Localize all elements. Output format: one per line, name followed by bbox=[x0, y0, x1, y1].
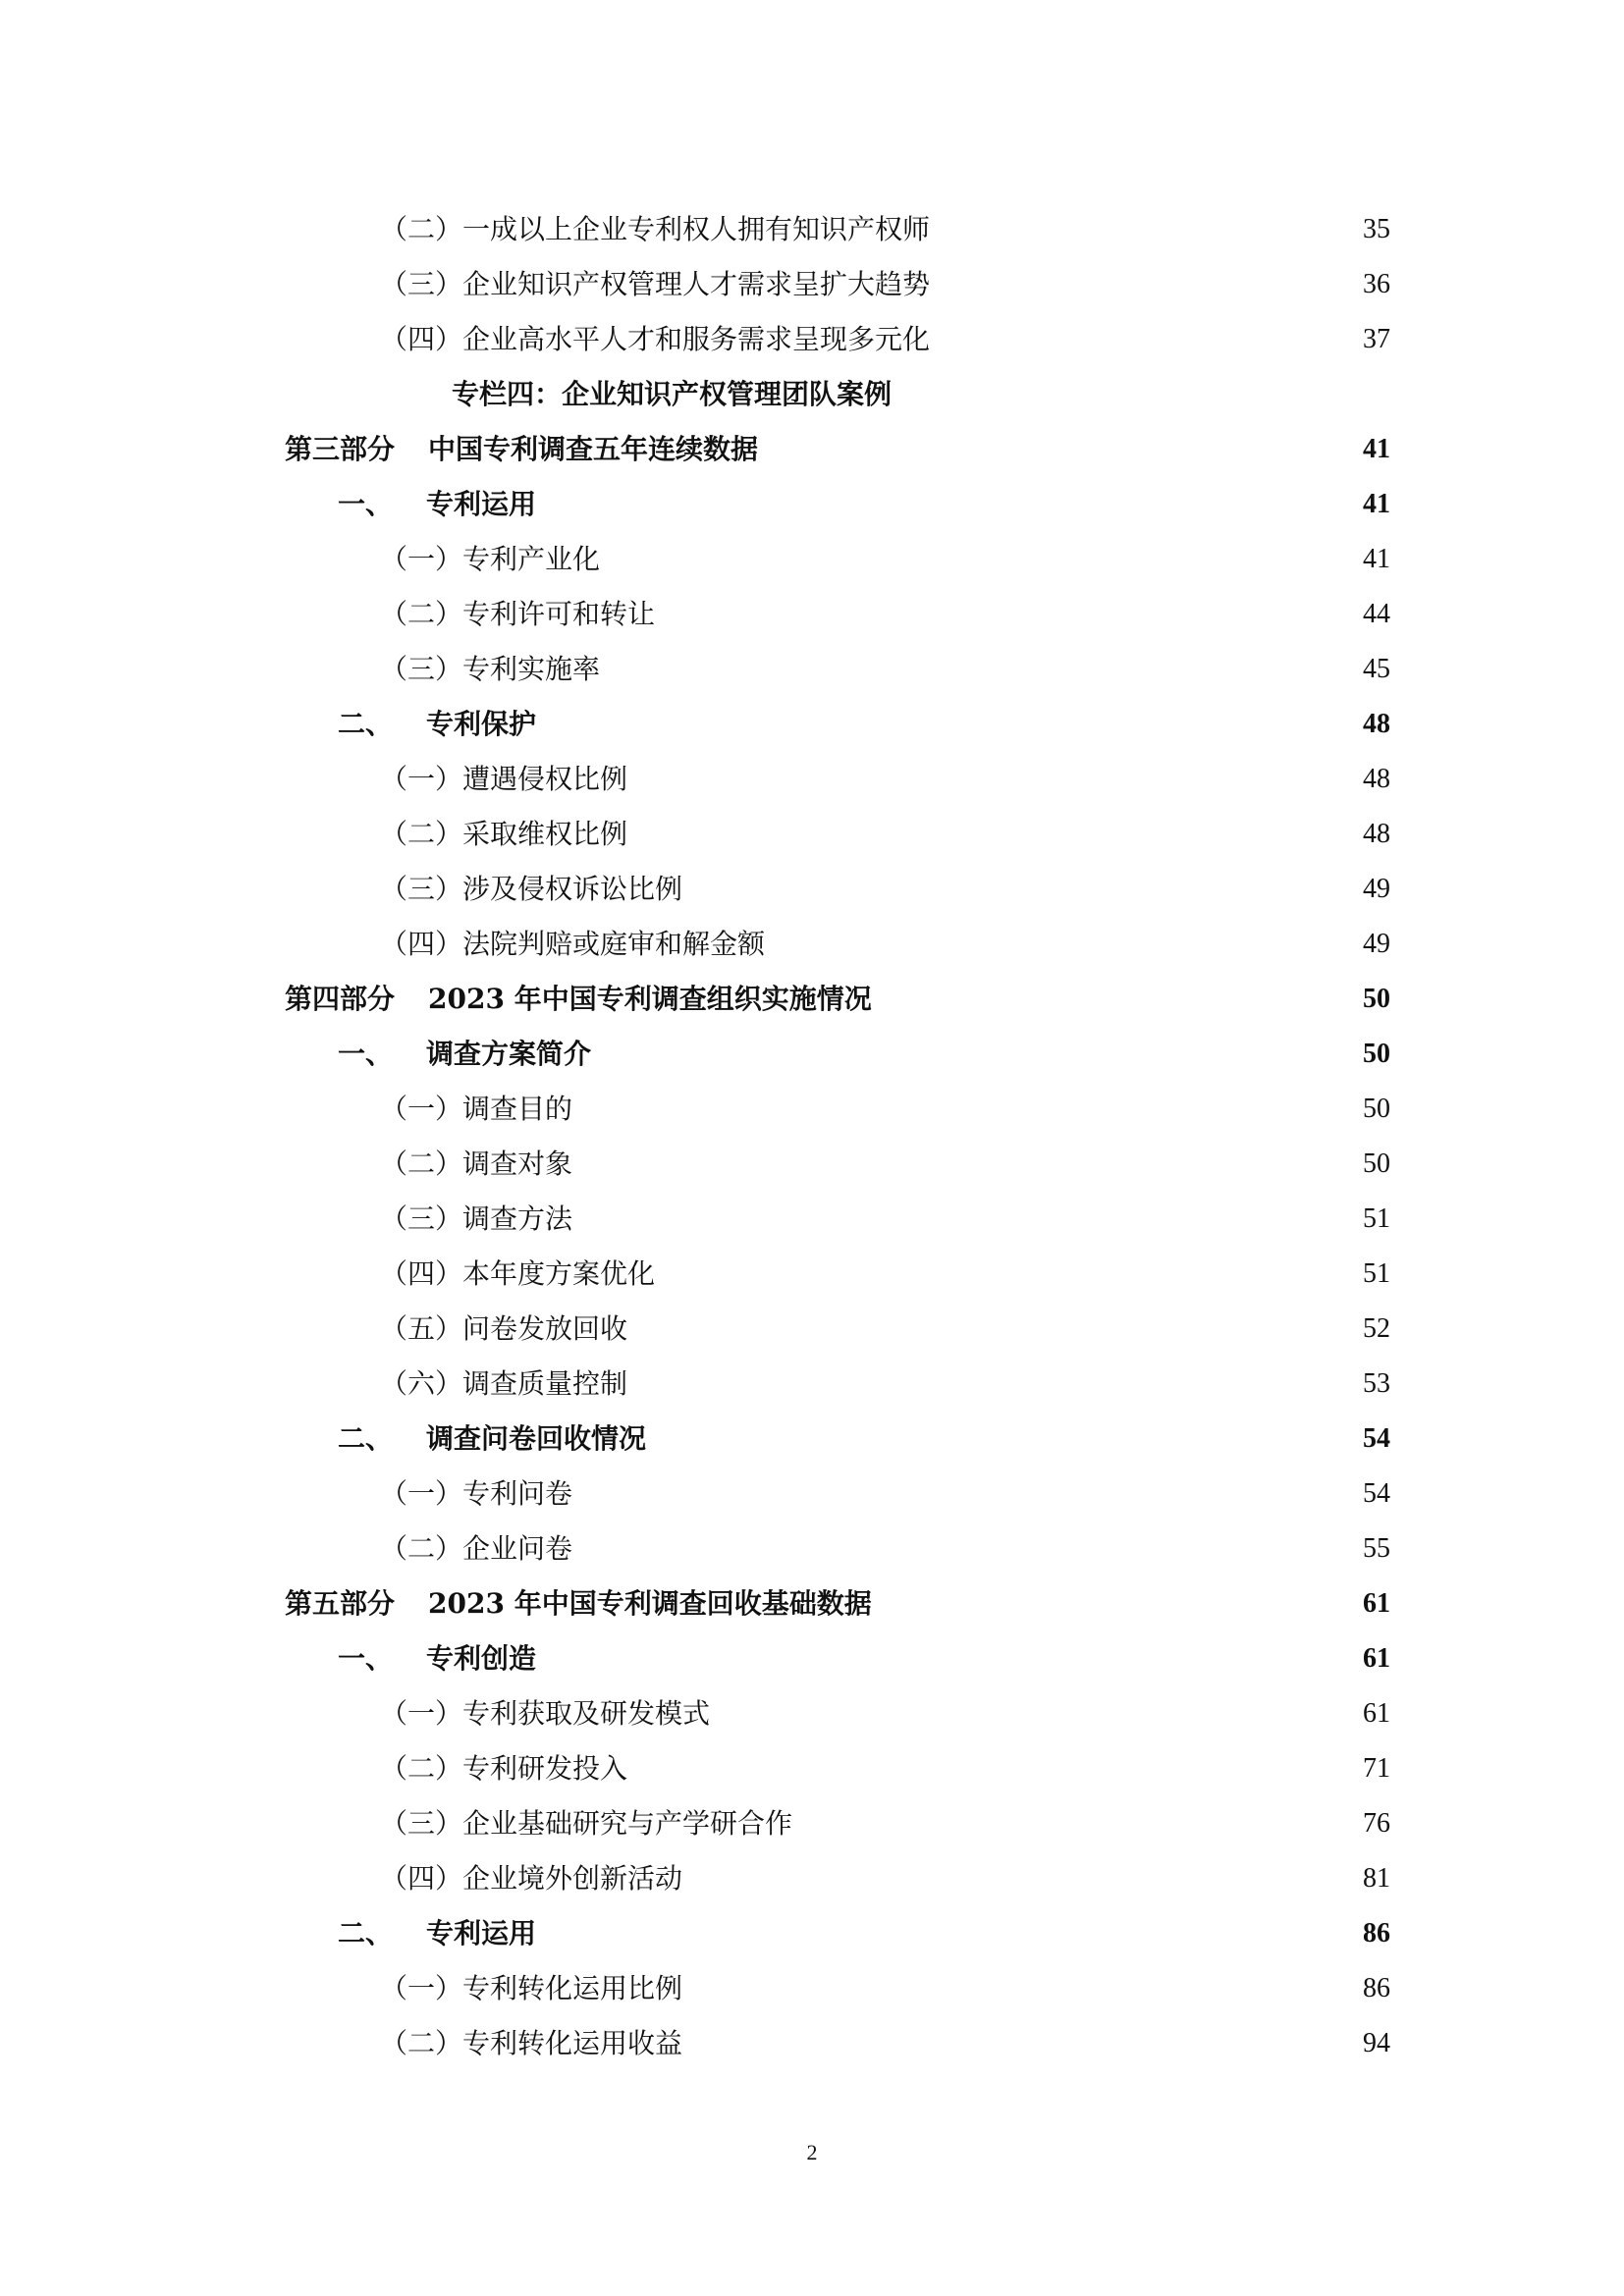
toc-entry-title bbox=[380, 542, 600, 577]
toc-entry-label: 企业知识产权管理人才需求呈扩大趋势 bbox=[462, 268, 931, 300]
toc-subsection-entry[interactable] bbox=[380, 2006, 1390, 2061]
toc-entry-number: （四） bbox=[380, 1257, 463, 1290]
toc-entry-number: （一） bbox=[380, 1477, 463, 1510]
page-number: 2 bbox=[806, 2140, 818, 2164]
toc-entry-title bbox=[380, 1751, 627, 1787]
toc-entry-number: （三） bbox=[380, 873, 463, 905]
toc-page-number: 61 bbox=[1363, 1643, 1390, 1674]
toc-entry-number: （二） bbox=[380, 818, 463, 850]
toc-dot-leader bbox=[637, 1366, 1349, 1402]
toc-entry-label: 遭遇侵权比例 bbox=[462, 763, 628, 795]
toc-page-number: 81 bbox=[1363, 1863, 1390, 1894]
toc-dot-leader bbox=[582, 1147, 1349, 1182]
toc-entry-label: 专利获取及研发模式 bbox=[462, 1697, 711, 1730]
toc-entry-label: 专利许可和转让 bbox=[462, 598, 656, 630]
toc-page-number: 76 bbox=[1363, 1808, 1390, 1839]
toc-entry-title bbox=[380, 927, 765, 962]
toc-entry-title bbox=[338, 1421, 646, 1457]
toc-page-number: 86 bbox=[1363, 1918, 1390, 1949]
toc-entry-title bbox=[380, 1366, 627, 1402]
toc-section-entry[interactable] bbox=[338, 467, 1390, 522]
toc-entry-title bbox=[380, 1476, 572, 1512]
toc-page-number: 54 bbox=[1363, 1478, 1390, 1509]
toc-entry-label: 专利运用 bbox=[426, 1917, 537, 1949]
toc-section-entry[interactable] bbox=[338, 1896, 1390, 1951]
toc-entry-title bbox=[380, 652, 600, 687]
toc-entry-number: （二） bbox=[380, 598, 463, 630]
toc-subsection-entry[interactable] bbox=[380, 632, 1390, 687]
toc-page-number: 50 bbox=[1363, 1094, 1390, 1124]
toc-page-number: 44 bbox=[1363, 599, 1390, 629]
toc-entry-number: （二） bbox=[380, 1148, 463, 1180]
toc-entry-label: 调查问卷回收情况 bbox=[426, 1422, 647, 1455]
toc-entry-label: 调查质量控制 bbox=[462, 1367, 628, 1400]
toc-subsection-entry[interactable] bbox=[380, 797, 1390, 852]
toc-dot-leader bbox=[720, 1696, 1349, 1732]
toc-entry-title bbox=[380, 1861, 682, 1896]
toc-entry-label: 专利转化运用比例 bbox=[462, 1972, 683, 2004]
toc-page-number: 86 bbox=[1363, 1973, 1390, 2003]
toc-column-heading: 专栏四：企业知识产权管理团队案例 bbox=[452, 378, 893, 410]
toc-entry-label: 调查方法 bbox=[462, 1202, 573, 1235]
toc-page-number: 45 bbox=[1363, 654, 1390, 684]
toc-subsection-entry[interactable] bbox=[380, 522, 1390, 577]
toc-entry-title bbox=[380, 1201, 572, 1237]
toc-entry-number: （一） bbox=[380, 1697, 463, 1730]
toc-entry-label: 企业基础研究与产学研合作 bbox=[462, 1807, 793, 1840]
toc-entry-number: （二） bbox=[380, 1752, 463, 1785]
toc-entry-label: 专利产业化 bbox=[462, 543, 601, 575]
toc-subsection-entry[interactable] bbox=[380, 1951, 1390, 2006]
toc-subsection-entry[interactable] bbox=[380, 1237, 1390, 1292]
toc-entry-number: 第五部分 bbox=[285, 1587, 396, 1620]
toc-entry-label: 调查目的 bbox=[462, 1093, 573, 1125]
toc-dot-leader bbox=[582, 1092, 1349, 1127]
toc-dot-leader bbox=[692, 1971, 1349, 2006]
toc-page-number: 49 bbox=[1363, 874, 1390, 904]
toc-dot-leader bbox=[546, 1916, 1349, 1951]
toc-dot-leader bbox=[882, 1586, 1349, 1622]
toc-page-number: 48 bbox=[1363, 709, 1390, 739]
toc-page-number: 41 bbox=[1363, 544, 1390, 574]
toc-entry-number: 第四部分 bbox=[285, 983, 396, 1015]
toc-dot-leader bbox=[768, 432, 1349, 467]
toc-page-number: 50 bbox=[1363, 1039, 1390, 1069]
toc-entry-label: 专利保护 bbox=[426, 708, 537, 740]
toc-page-number: 61 bbox=[1363, 1698, 1390, 1729]
toc-entry-number: 第三部分 bbox=[285, 433, 396, 465]
toc-page-number: 37 bbox=[1363, 324, 1390, 354]
toc-entry-title bbox=[338, 487, 536, 522]
toc-page-number: 51 bbox=[1363, 1258, 1390, 1289]
toc-dot-leader bbox=[546, 1641, 1349, 1677]
toc-entry-title bbox=[285, 1586, 872, 1622]
toc-entry-number: 一、 bbox=[338, 488, 394, 520]
toc-entry-label: 专利问卷 bbox=[462, 1477, 573, 1510]
toc-entry-label: 采取维权比例 bbox=[462, 818, 628, 850]
toc-subsection-entry[interactable] bbox=[380, 907, 1390, 962]
toc-part-entry[interactable] bbox=[285, 412, 1390, 467]
toc-page-number: 94 bbox=[1363, 2028, 1390, 2058]
toc-section-entry[interactable] bbox=[338, 687, 1390, 742]
toc-dot-leader bbox=[610, 652, 1349, 687]
toc-subsection-entry[interactable] bbox=[380, 302, 1390, 357]
toc-subsection-entry[interactable] bbox=[380, 1842, 1390, 1896]
toc-entry-label: 专利研发投入 bbox=[462, 1752, 628, 1785]
toc-entry-title bbox=[380, 1971, 682, 2006]
toc-entry-label: 调查对象 bbox=[462, 1148, 573, 1180]
toc-entry-number: （二） bbox=[380, 213, 463, 245]
toc-page-number: 55 bbox=[1363, 1533, 1390, 1564]
toc-entry-title bbox=[380, 1696, 710, 1732]
toc-entry-title bbox=[380, 267, 930, 302]
toc-part-entry[interactable] bbox=[285, 962, 1390, 1017]
toc-entry-title bbox=[380, 1806, 792, 1842]
toc-entry-number: 一、 bbox=[338, 1642, 394, 1675]
toc-entry-number: 二、 bbox=[338, 708, 394, 740]
toc-entry-label: 企业境外创新活动 bbox=[462, 1862, 683, 1895]
toc-entry-title bbox=[380, 872, 682, 907]
toc-entry-title bbox=[338, 1037, 591, 1072]
toc-dot-leader bbox=[637, 817, 1349, 852]
toc-entry-label: 专利实施率 bbox=[462, 653, 601, 685]
toc-entry-title bbox=[338, 1641, 536, 1677]
toc-entry-title bbox=[338, 1916, 536, 1951]
toc-dot-leader bbox=[582, 1476, 1349, 1512]
toc-entry-number: （五） bbox=[380, 1312, 463, 1345]
toc-subsection-entry[interactable] bbox=[380, 742, 1390, 797]
toc-entry-number: （一） bbox=[380, 1093, 463, 1125]
toc-entry-title bbox=[380, 597, 655, 632]
toc-dot-leader bbox=[610, 542, 1349, 577]
toc-page-number: 50 bbox=[1363, 984, 1390, 1014]
toc-dot-leader bbox=[656, 1421, 1349, 1457]
toc-dot-leader bbox=[582, 1201, 1349, 1237]
toc-entry-number: （二） bbox=[380, 2027, 463, 2059]
toc-entry-number: （三） bbox=[380, 268, 463, 300]
toc-page-number: 36 bbox=[1363, 269, 1390, 299]
toc-entry-number: 二、 bbox=[338, 1422, 394, 1455]
toc-subsection-entry[interactable] bbox=[380, 247, 1390, 302]
toc-entry-title bbox=[380, 1092, 572, 1127]
toc-entry-number: （六） bbox=[380, 1367, 463, 1400]
toc-page-number: 49 bbox=[1363, 929, 1390, 959]
toc-entry-number: （一） bbox=[380, 763, 463, 795]
toc-page-number: 35 bbox=[1363, 214, 1390, 244]
toc-subsection-entry[interactable] bbox=[380, 1182, 1390, 1237]
toc-part-entry[interactable] bbox=[285, 1567, 1390, 1622]
toc-dot-leader bbox=[665, 1256, 1349, 1292]
toc-subsection-entry[interactable] bbox=[380, 192, 1390, 247]
toc-subsection-entry[interactable] bbox=[380, 1292, 1390, 1347]
toc-dot-leader bbox=[802, 1806, 1349, 1842]
toc-subsection-entry[interactable] bbox=[380, 1732, 1390, 1787]
toc-subsection-entry[interactable] bbox=[380, 852, 1390, 907]
toc-entry-number: （三） bbox=[380, 1807, 463, 1840]
toc-dot-leader bbox=[940, 267, 1349, 302]
toc-page-number: 71 bbox=[1363, 1753, 1390, 1784]
toc-entry-label: 专利创造 bbox=[426, 1642, 537, 1675]
toc-entry-number: （一） bbox=[380, 1972, 463, 2004]
toc-entry-title bbox=[338, 707, 536, 742]
toc-entry-title bbox=[380, 212, 930, 247]
toc-subsection-entry[interactable] bbox=[380, 1072, 1390, 1127]
toc-entry-number: （一） bbox=[380, 543, 463, 575]
toc-entry-number: 一、 bbox=[338, 1038, 394, 1070]
toc-entry-title bbox=[380, 817, 627, 852]
toc-dot-leader bbox=[692, 1861, 1349, 1896]
toc-subsection-entry[interactable] bbox=[380, 1457, 1390, 1512]
toc-dot-leader bbox=[546, 487, 1349, 522]
toc-entry-label: 中国专利调查五年连续数据 bbox=[428, 433, 759, 465]
toc-dot-leader bbox=[940, 212, 1349, 247]
toc-subsection-entry[interactable] bbox=[380, 577, 1390, 632]
toc-page-number: 48 bbox=[1363, 764, 1390, 794]
toc-entry-title bbox=[380, 1256, 655, 1292]
toc-entry-title bbox=[380, 2026, 682, 2061]
toc-page-number: 41 bbox=[1363, 434, 1390, 464]
toc-entry-label: 2023 年中国专利调查回收基础数据 bbox=[428, 1587, 872, 1620]
toc-subsection-entry[interactable] bbox=[380, 1512, 1390, 1567]
toc-entry-number: （四） bbox=[380, 1862, 463, 1895]
toc-entry-label: 企业问卷 bbox=[462, 1532, 573, 1565]
toc-entry-number: （三） bbox=[380, 1202, 463, 1235]
toc-page-number: 53 bbox=[1363, 1368, 1390, 1399]
toc-subsection-entry[interactable] bbox=[380, 1787, 1390, 1842]
toc-dot-leader bbox=[940, 322, 1349, 357]
toc-entry-title bbox=[380, 1147, 572, 1182]
toc-entry-label: 涉及侵权诉讼比例 bbox=[462, 873, 683, 905]
toc-section-entry[interactable] bbox=[338, 1017, 1390, 1072]
toc-entry-title bbox=[380, 1311, 627, 1347]
toc-dot-leader bbox=[546, 707, 1349, 742]
toc-dot-leader bbox=[637, 762, 1349, 797]
toc-page-number: 41 bbox=[1363, 489, 1390, 519]
toc-page-number: 54 bbox=[1363, 1423, 1390, 1454]
toc-page-number: 48 bbox=[1363, 819, 1390, 849]
toc-entry-number: （四） bbox=[380, 323, 463, 355]
toc-dot-leader bbox=[882, 982, 1349, 1017]
toc-entry-title bbox=[380, 322, 930, 357]
toc-entry-number: 二、 bbox=[338, 1917, 394, 1949]
toc-entry-label: 问卷发放回收 bbox=[462, 1312, 628, 1345]
toc-page-number: 52 bbox=[1363, 1313, 1390, 1344]
toc-dot-leader bbox=[665, 597, 1349, 632]
toc-dot-leader bbox=[775, 927, 1349, 962]
toc-entry-label: 专利运用 bbox=[426, 488, 537, 520]
toc-entry-title bbox=[380, 762, 627, 797]
toc-dot-leader bbox=[637, 1751, 1349, 1787]
toc-subsection-entry[interactable] bbox=[380, 1677, 1390, 1732]
toc-entry-label: 专利转化运用收益 bbox=[462, 2027, 683, 2059]
toc-entry-title bbox=[380, 1531, 572, 1567]
toc-entry-number: （四） bbox=[380, 928, 463, 960]
toc-entry-label: 2023 年中国专利调查组织实施情况 bbox=[428, 983, 872, 1015]
toc-entry-label: 本年度方案优化 bbox=[462, 1257, 656, 1290]
toc-dot-leader bbox=[692, 2026, 1349, 2061]
toc-dot-leader bbox=[582, 1531, 1349, 1567]
toc-subsection-entry[interactable] bbox=[380, 1127, 1390, 1182]
toc-dot-leader bbox=[692, 872, 1349, 907]
toc-page-number: 61 bbox=[1363, 1588, 1390, 1619]
toc-subsection-entry[interactable] bbox=[380, 1347, 1390, 1402]
toc-entry-number: （二） bbox=[380, 1532, 463, 1565]
toc-section-entry[interactable] bbox=[338, 1402, 1390, 1457]
toc-section-entry[interactable] bbox=[338, 1622, 1390, 1677]
toc-entry-label: 调查方案简介 bbox=[426, 1038, 592, 1070]
toc-entry-label: 法院判赔或庭审和解金额 bbox=[462, 928, 766, 960]
toc-entry-title bbox=[285, 432, 758, 467]
toc-entry-label: 企业高水平人才和服务需求呈现多元化 bbox=[462, 323, 931, 355]
toc-entry-title bbox=[285, 982, 872, 1017]
toc-page-number: 50 bbox=[1363, 1148, 1390, 1179]
toc-page-number: 51 bbox=[1363, 1203, 1390, 1234]
toc-dot-leader bbox=[601, 1037, 1349, 1072]
toc-entry-number: （三） bbox=[380, 653, 463, 685]
toc-entry-label: 一成以上企业专利权人拥有知识产权师 bbox=[462, 213, 931, 245]
toc-dot-leader bbox=[637, 1311, 1349, 1347]
